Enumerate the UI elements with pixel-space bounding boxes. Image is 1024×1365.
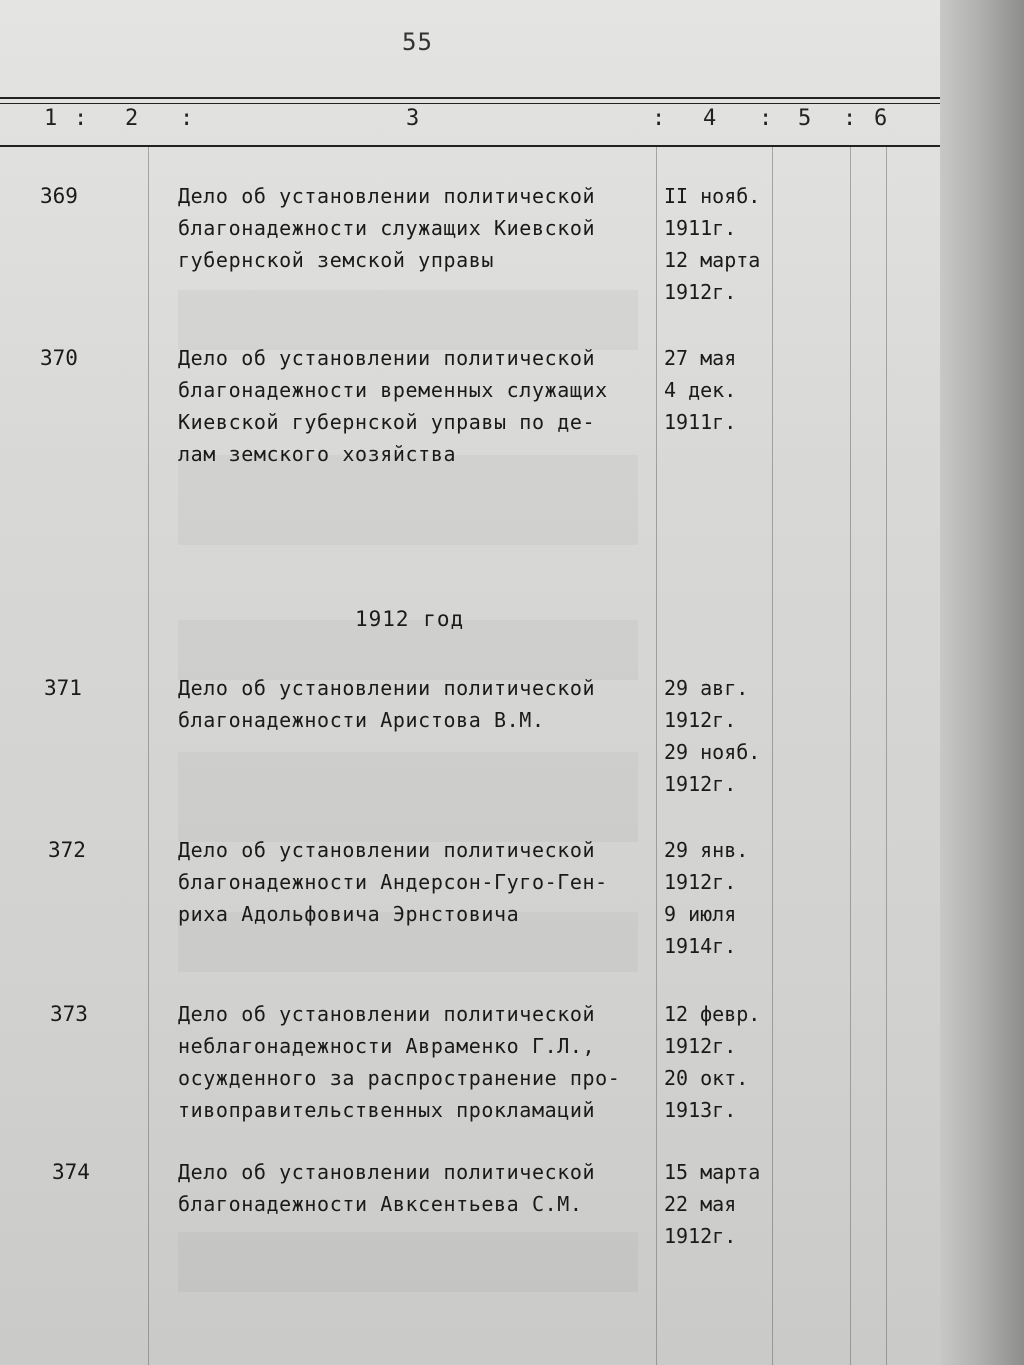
entry-dates: 15 марта 22 мая 1912г. <box>664 1160 761 1248</box>
column-line <box>656 147 657 1365</box>
column-line <box>850 147 851 1365</box>
header-rule-top-thin <box>0 103 952 104</box>
header-rule-bottom <box>0 145 952 147</box>
entry-title: Дело об установлении политической благонадежности Андерсон-Гуго-Ген- риха Адольфовича Эрнстовича <box>178 838 608 926</box>
entry-dates: II нояб. 1911г. 12 марта 1912г. <box>664 184 761 304</box>
entry-number: 373 <box>50 1002 88 1026</box>
bleed-through <box>178 752 638 842</box>
column-separator: : <box>843 106 857 131</box>
bleed-through <box>178 1232 638 1292</box>
column-line <box>886 147 887 1365</box>
column-separator: : <box>652 106 666 131</box>
entry-dates: 29 авг. 1912г. 29 нояб. 1912г. <box>664 676 761 796</box>
header-rule-top <box>0 97 952 99</box>
column-number: 2 <box>125 106 139 131</box>
entry-dates: 29 янв. 1912г. 9 июля 1914г. <box>664 838 749 958</box>
entry-number: 374 <box>52 1160 90 1184</box>
year-heading: 1912 год <box>355 607 465 631</box>
entry-dates: 12 февр. 1912г. 20 окт. 1913г. <box>664 1002 761 1122</box>
entry-number: 371 <box>44 676 82 700</box>
column-separator: : <box>759 106 773 131</box>
entry-number: 369 <box>40 184 78 208</box>
entry-number: 370 <box>40 346 78 370</box>
column-separator: : <box>180 106 194 131</box>
column-line <box>148 147 149 1365</box>
column-number: 5 <box>798 106 812 131</box>
column-number: 4 <box>703 106 717 131</box>
entry-title: Дело об установлении политической благонадежности Аристова В.М. <box>178 676 596 732</box>
column-separator: : <box>74 106 88 131</box>
entry-number: 372 <box>48 838 86 862</box>
column-number: 6 <box>874 106 888 131</box>
page-number: 55 <box>402 28 433 56</box>
page-edge-shadow <box>940 0 1024 1365</box>
bleed-through <box>178 290 638 350</box>
entry-title: Дело об установлении политической благонадежности служащих Киевской губернской земской управы <box>178 184 596 272</box>
column-number: 3 <box>406 106 420 131</box>
column-number: 1 <box>44 106 58 131</box>
column-number-row <box>0 106 952 140</box>
entry-title: Дело об установлении политической неблагонадежности Авраменко Г.Л., осужденного за распространение про- тивоправительственных прокламаций <box>178 1002 621 1122</box>
entry-dates: 27 мая 4 дек. 1911г. <box>664 346 737 434</box>
entry-title: Дело об установлении политической благонадежности Авксентьева С.М. <box>178 1160 596 1216</box>
entry-title: Дело об установлении политической благонадежности временных служащих Киевской губернской управы по де- лам земского хозяйства <box>178 346 608 466</box>
